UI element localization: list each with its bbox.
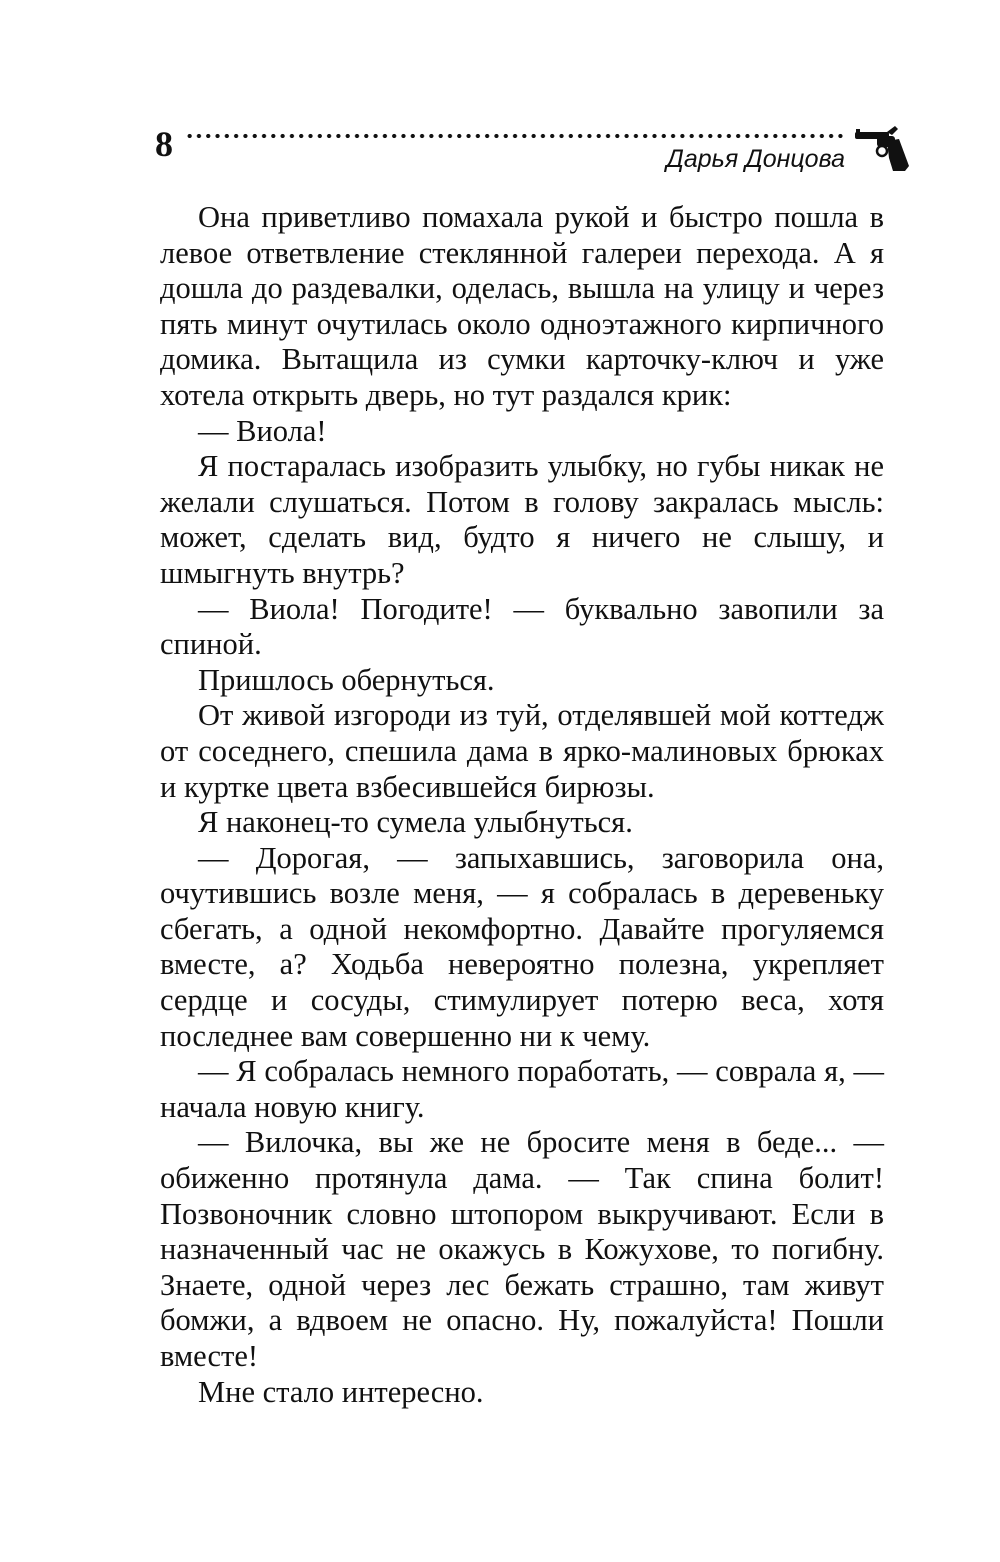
paragraph: — Виола!: [198, 413, 327, 448]
paragraph: — Вилочка, вы же не бросите меня в беде... — обиженно протянула дама. — Так спина болит! Позвоночник словно штопором выкручивают. Если в назначенный час не окажусь в Кожухове, то погибну. Знаете, одной через лес бежать страшно, там живут бомжи, а вдвоем не опасно. Ну, пожалуйста! Пошли вместе!: [160, 1125, 884, 1373]
running-header-author: Дарья Донцова: [666, 145, 845, 173]
page-number: 8: [155, 124, 173, 164]
paragraph: Мне стало интересно.: [198, 1374, 484, 1409]
paragraph: — Виола! Погодите! — буквально завопили за спиной.: [160, 591, 884, 662]
paragraph: Я наконец-то сумела улыбнуться.: [198, 805, 633, 840]
paragraph: Она приветливо помахала рукой и быстро пошла в левое ответвление стеклянной галереи перехода. А я дошла до раздевалки, оделась, вышла на улицу и через пять минут очутилась около одноэтажного кирпичного домика. Вытащила из сумки карточку-ключ и уже хотела открыть дверь, но тут раздался крик:: [160, 200, 884, 412]
paragraph: Я постаралась изобразить улыбку, но губы никак не желали слушаться. Потом в голову закралась мысль: может, сделать вид, будто я ничего не слышу, и шмыгнуть внутрь?: [160, 449, 884, 590]
revolver-icon: [853, 126, 909, 172]
paragraph: — Я собралась немного поработать, — соврала я, — начала новую книгу.: [160, 1054, 884, 1124]
paragraph: От живой изгороди из туй, отделявшей мой коттедж от соседнего, спешила дама в ярко-малиновых брюках и куртке цвета взбесившейся бирюзы.: [160, 698, 884, 804]
header-dot-leader: [185, 133, 845, 139]
page-body-text: [160, 200, 884, 1410]
paragraph: — Дорогая, — запыхавшись, заговорила она, очутившись возле меня, — я собралась в деревеньку сбегать, а одной некомфортно. Давайте прогуляемся вместе, а? Ходьба невероятно полезна, укрепляет сердце и сосуды, стимулирует потерю веса, хотя последнее вам совершенно ни к чему.: [160, 840, 884, 1053]
paragraph: Пришлось обернуться.: [198, 662, 495, 697]
